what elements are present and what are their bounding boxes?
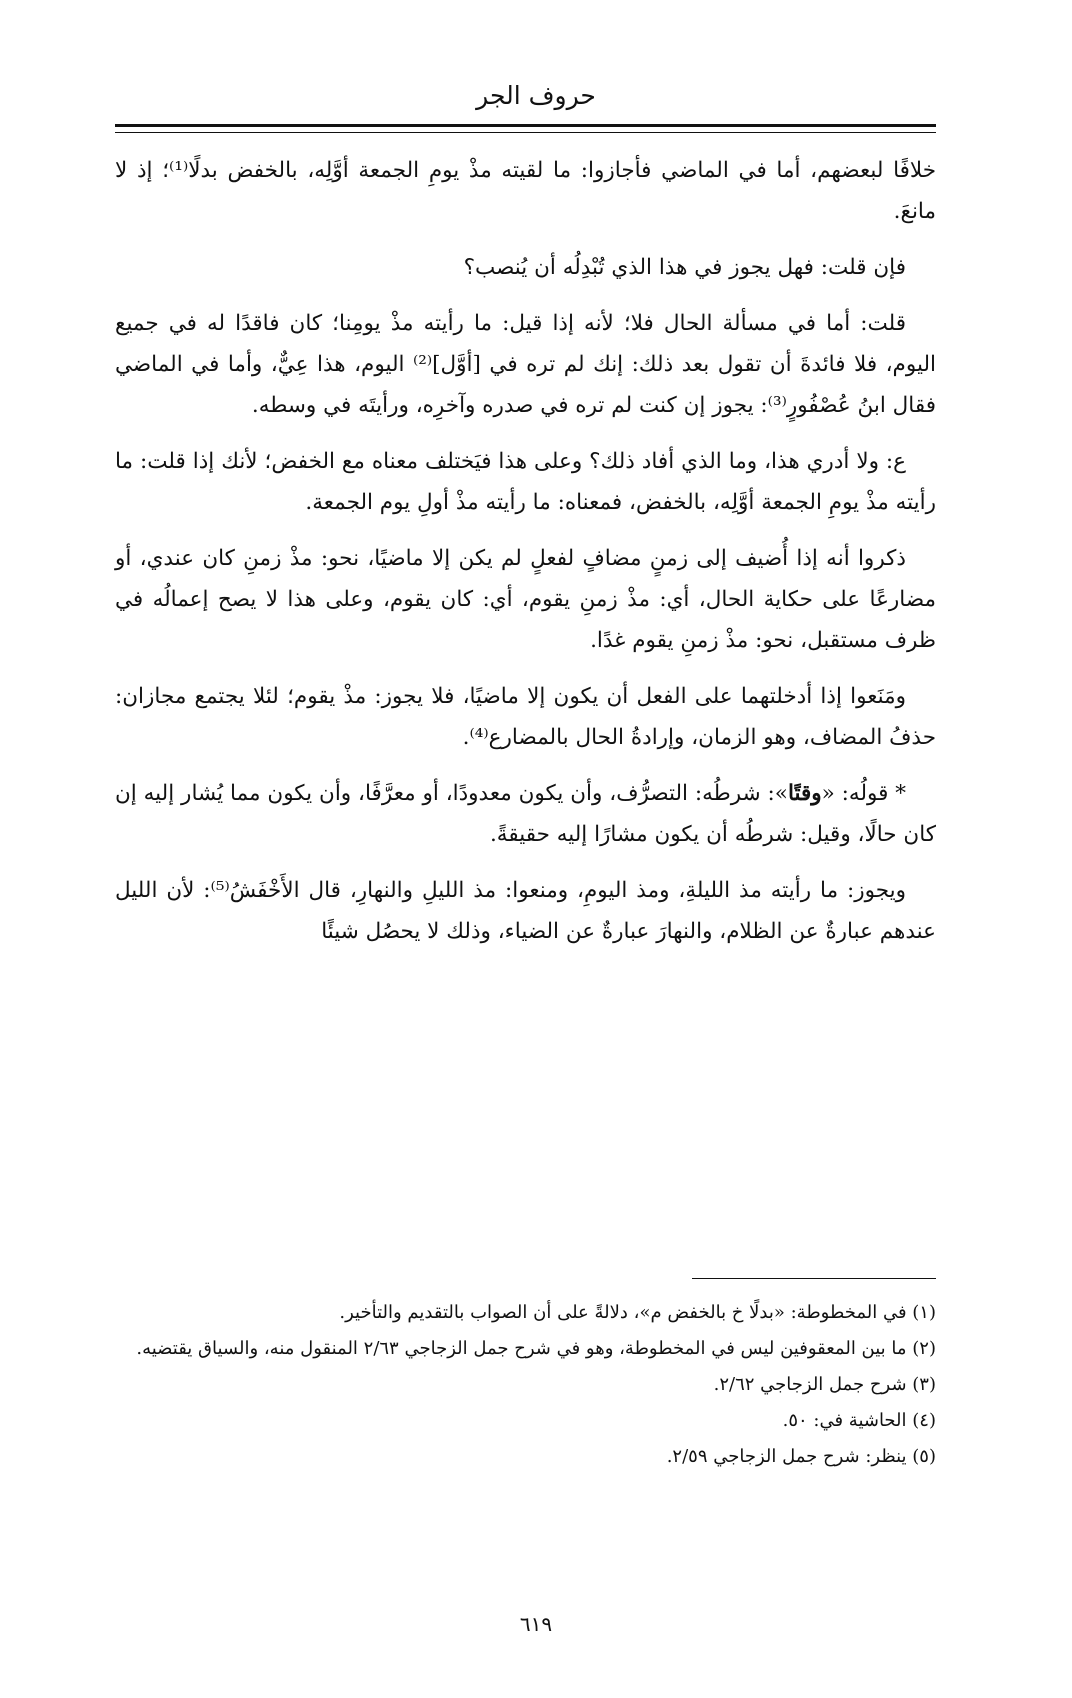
body-text — [115, 150, 936, 967]
footnote: (١) في المخطوطة: «بدلًا خ بالخفض م»، دلالةً على أن الصواب بالتقديم والتأخير. — [339, 1302, 936, 1323]
header-rule-thin — [115, 132, 936, 133]
footnote: (٣) شرح جمل الزجاجي ٢/٦٢. — [713, 1374, 936, 1395]
paragraph: قلت: أما في مسألة الحال فلا؛ لأنه إذا قيل: ما رأيته مذْ يومِنا؛ كان فاقدًا له في جميع اليوم، فلا فائدةَ أن تقول بعد ذلك: إنك لم تره في [أوَّل]⁽²⁾ اليوم، هذا عِيٌّ، وأما في الماضي فقال ابنُ عُصْفُورٍ⁽³⁾: يجوز إن كنت لم تره في صدره وآخرِه، ورأيتَه في وسطه. — [115, 311, 936, 418]
footnote: (٤) الحاشية في: ٥٠. — [782, 1410, 936, 1431]
footnote: (٢) ما بين المعقوفين ليس في المخطوطة، وهو في شرح جمل الزجاجي ٢/٦٣ المنقول منه، والسياق يقتضيه. — [136, 1338, 936, 1359]
paragraph: ذكروا أنه إذا أُضيف إلى زمنٍ مضافٍ لفعلٍ لم يكن إلا ماضيًا، نحو: مذْ زمنِ كان عندي، أو مضارعًا على حكاية الحال، أي: مذْ زمنِ يقوم، أي: كان يقوم، وعلى هذا لا يصح إعمالُه في ظرف مستقبل، نحو: مذْ زمنِ يقوم غدًا. — [115, 546, 936, 653]
paragraph: ومَنَعوا إذا أدخلتهما على الفعل أن يكون إلا ماضيًا، فلا يجوز: مذْ يقوم؛ لئلا يجتمع مجازان: حذفُ المضاف، وهو الزمان، وإرادةُ الحال بالمضارع⁽⁴⁾. — [115, 684, 936, 750]
footnote: (٥) ينظر: شرح جمل الزجاجي ٢/٥٩. — [666, 1446, 936, 1467]
paragraph: فإن قلت: فهل يجوز في هذا الذي تُبْدِلُه أن يُنصب؟ — [463, 255, 906, 280]
paragraph-rest: »: شرطُه: التصرُّف، وأن يكون معدودًا، أو معرَّفًا، وأن يكون مما يُشار إليه إن كان حالًا، وقيل: شرطُه أن يكون مشارًا إليه حقيقةً. — [115, 781, 936, 847]
paragraph: ويجوز: ما رأيته مذ الليلةِ، ومذ اليومِ، ومنعوا: مذ الليلِ والنهارِ، قال الأَخْفَشُ⁽⁵⁾: لأن الليل عندهم عبارةٌ عن الظلام، والنهارَ عبارةٌ عن الضياء، وذلك لا يحصُل شيئًا — [115, 878, 936, 944]
page-number: ٦١٩ — [519, 1612, 553, 1636]
bold-term: وقتًا — [787, 781, 822, 806]
paragraph: ع: ولا أدري هذا، وما الذي أفاد ذلك؟ وعلى هذا فيَختلف معناه مع الخفض؛ لأنك إذا قلت: ما رأيته مذْ يومِ الجمعة أوَّلِه، بالخفض، فمعناه: ما رأيته مذْ أولِ يوم الجمعة. — [115, 449, 936, 515]
footnotes — [115, 1295, 936, 1475]
paragraph — [115, 773, 936, 855]
paragraph: خلافًا لبعضهم، أما في الماضي فأجازوا: ما لقيته مذْ يومِ الجمعة أوَّلِه، بالخفض بدلًا⁽¹⁾؛ إذ لا مانعَ. — [115, 158, 937, 224]
running-head: حروف الجر — [476, 81, 596, 110]
paragraph-prefix: * قولُه: « — [821, 781, 907, 806]
header-rule-thick — [115, 124, 936, 127]
footnote-separator — [692, 1278, 936, 1279]
